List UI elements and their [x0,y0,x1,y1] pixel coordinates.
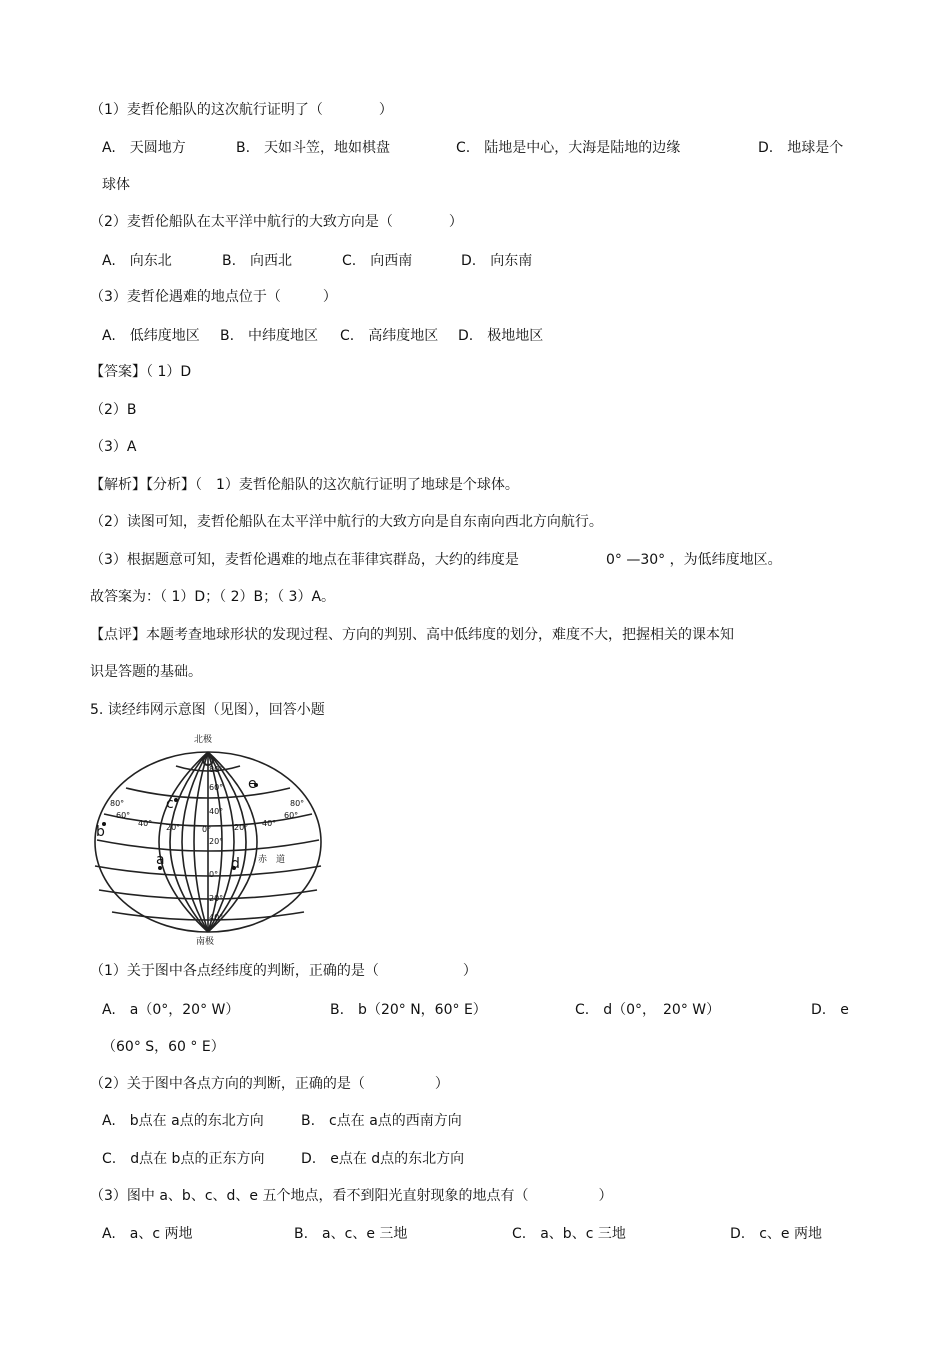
q4-sub1-option-b[interactable]: B. 天如斗笠，地如棋盘 [236,140,391,156]
equator-label: 赤 道 [258,855,286,865]
globe-graticule-figure [90,730,326,948]
lat-label: 40° [209,807,224,816]
q4-answer-1: 【答案】（ 1）D [90,364,192,380]
q5-sub3-option-d[interactable]: D. c、e 两地 [730,1226,822,1242]
meridian-line [182,752,208,932]
q4-sub2-stem: （2）麦哲伦船队在太平洋中航行的大致方向是（ ） [90,214,463,230]
q5-sub3-stem: （3）图中 a、b、c、d、e 五个地点，看不到阳光直射现象的地点有（ ） [90,1188,613,1204]
q4-sub3-option-c[interactable]: C. 高纬度地区 [340,328,439,344]
meridian-line [170,752,208,932]
lat-label: 40° [209,913,224,922]
lat-label: 60° [209,783,224,792]
lat-label: 20° [209,894,224,903]
q5-sub2-option-a[interactable]: A. b点在 a点的东北方向 [102,1113,264,1129]
q4-answer-3: （3）A [90,439,137,455]
q4-sub2-option-c[interactable]: C. 向西南 [342,253,413,269]
q4-sub1-option-d-wrap: 球体 [102,177,130,193]
meridian-line [194,752,208,932]
q4-sub2-option-a[interactable]: A. 向东北 [102,253,172,269]
lon-label: 20° [166,823,181,832]
q5-sub3-option-b[interactable]: B. a、c、e 三地 [294,1226,408,1242]
q5-sub3-option-a[interactable]: A. a、c 两地 [102,1226,193,1242]
q5-sub2-option-b[interactable]: B. c点在 a点的西南方向 [301,1113,462,1129]
q4-analysis-line-3a: （3）根据题意可知，麦哲伦遇难的地点在菲律宾群岛，大约的纬度是 [90,552,519,568]
lon-label: 60° [284,811,299,820]
lon-label: 0° [202,825,212,834]
lon-label: 60° [116,811,131,820]
point-b-label: b [96,824,105,840]
q4-analysis-line-4: 故答案为：（ 1）D；（ 2）B；（ 3）A。 [90,589,336,605]
q5-sub2-option-c[interactable]: C. d点在 b点的正东方向 [102,1151,265,1167]
lon-label: 80° [110,799,125,808]
q4-sub2-option-b[interactable]: B. 向西北 [222,253,293,269]
lat-label: 20° [209,837,224,846]
lon-label: 40° [138,819,153,828]
q5-sub1-option-b[interactable]: B. b（20° N，60° E） [330,1002,487,1018]
lat-label: 0° [209,870,219,879]
q4-analysis-line-3b: 0° —30° ，为低纬度地区。 [606,552,782,568]
lon-label: 80° [290,799,305,808]
q4-analysis-line-5: 【点评】本题考查地球形状的发现过程、方向的判别、高中低纬度的划分，难度不大，把握相关的课本知 [90,627,734,643]
q4-sub3-option-d[interactable]: D. 极地地区 [458,328,544,344]
q4-sub2-option-d[interactable]: D. 向东南 [461,253,533,269]
q4-sub3-option-b[interactable]: B. 中纬度地区 [220,328,319,344]
point-c-label: c [166,796,174,812]
q4-sub3-stem: （3）麦哲伦遇难的地点位于（ ） [90,289,337,305]
q5-sub2-option-d[interactable]: D. e点在 d点的东北方向 [301,1151,465,1167]
q4-analysis-line-2: （2）读图可知，麦哲伦船队在太平洋中航行的大致方向是自东南向西北方向航行。 [90,514,603,530]
north-pole-label: 北极 [194,735,213,745]
q5-sub3-option-c[interactable]: C. a、b、c 三地 [512,1226,626,1242]
q4-sub3-option-a[interactable]: A. 低纬度地区 [102,328,200,344]
q5-sub1-option-a[interactable]: A. a（0°，20° W） [102,1002,240,1018]
point-e-label: e [248,776,257,792]
q4-answer-2: （2）B [90,402,137,418]
point-a-label: a [156,852,165,868]
q4-analysis-line-1: 【解析】【分析】（ 1）麦哲伦船队的这次航行证明了地球是个球体。 [90,477,519,493]
point-d-label: d [231,856,240,872]
q5-title: 5. 读经纬网示意图（见图），回答小题 [90,702,325,718]
lat-label: 80° [209,765,224,774]
q4-sub1-stem: （1）麦哲伦船队的这次航行证明了（ ） [90,102,393,118]
q4-analysis-line-6: 识是答题的基础。 [90,664,202,680]
q4-sub1-option-d[interactable]: D. 地球是个 [758,140,844,156]
lon-label: 20° [234,823,249,832]
q5-sub1-option-c[interactable]: C. d（0°， 20° W） [575,1002,721,1018]
q5-sub1-option-d[interactable]: D. e [811,1002,849,1018]
q4-sub1-option-c[interactable]: C. 陆地是中心，大海是陆地的边缘 [456,140,681,156]
point-c-dot [174,798,178,802]
q5-sub1-option-d-wrap: （60° S，60 ° E） [102,1039,225,1055]
q5-sub1-stem: （1）关于图中各点经纬度的判断，正确的是（ ） [90,963,477,979]
lon-label: 40° [262,819,277,828]
q4-sub1-option-a[interactable]: A. 天圆地方 [102,140,186,156]
q5-sub2-stem: （2）关于图中各点方向的判断，正确的是（ ） [90,1076,449,1092]
south-pole-label: 南极 [196,937,215,947]
